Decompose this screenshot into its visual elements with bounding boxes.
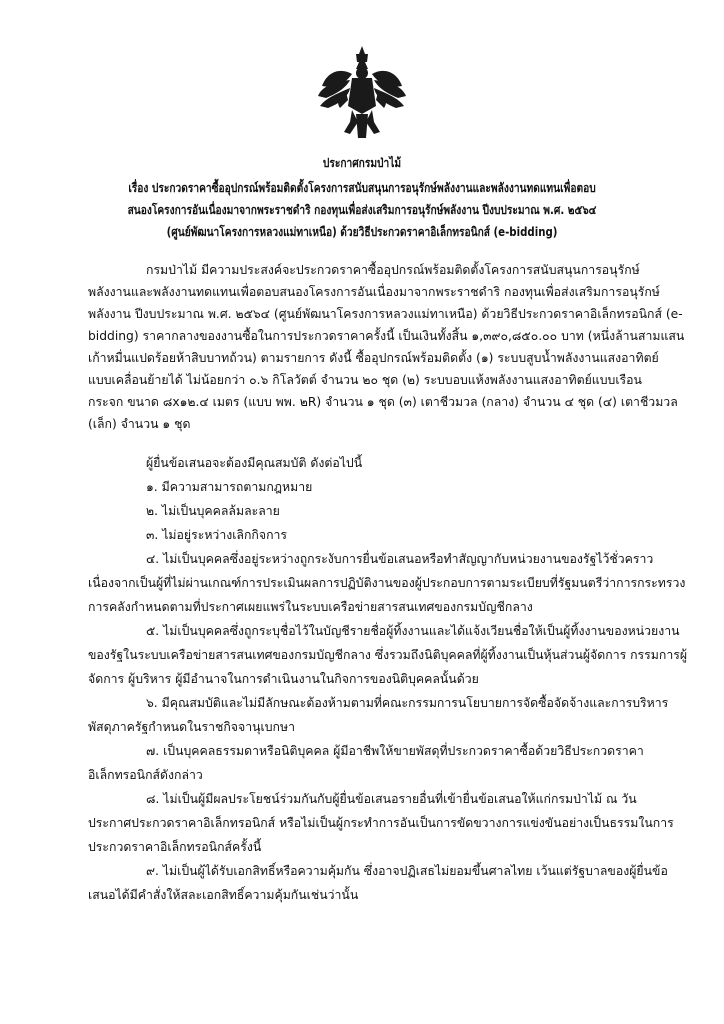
qualification-item: การคลังกำหนดตามที่ประกาศเผยแพร่ในระบบเครือข่ายสารสนเทศของกรมบัญชีกลาง — [88, 600, 533, 614]
qualifications-heading: ผู้ยื่นข้อเสนอจะต้องมีคุณสมบัติ ดังต่อไปนี้ — [146, 456, 363, 470]
intro-line: กระจก ขนาด ๘x๑๒.๔ เมตร (แบบ พพ. ๒R) จำนวน ๑ ชุด (๓) เตาชีวมวล (กลาง) จำนวน ๔ ชุด (๔) เตาชีวมวล — [88, 395, 678, 409]
subject-line: (ศูนย์พัฒนาโครงการหลวงแม่ทาเหนือ) ด้วยวิธีประกวดราคาอิเล็กทรอนิกส์ (e-bidding) — [166, 225, 558, 239]
qualification-item: ของรัฐในระบบเครือข่ายสารสนเทศของกรมบัญชีกลาง ซึ่งรวมถึงนิติบุคคลที่ผู้ทิ้งงานเป็นหุ้นส่วนผู้จัดการ กรรมการผู้ — [88, 648, 688, 662]
qualification-item: ๖. มีคุณสมบัติและไม่มีลักษณะต้องห้ามตามที่คณะกรรมการนโยบายการจัดซื้อจัดจ้างและการบริหาร — [146, 696, 669, 710]
intro-line: พลังงาน ปีงบประมาณ พ.ศ. ๒๕๖๔ (ศูนย์พัฒนาโครงการหลวงแม่ทาเหนือ) ด้วยวิธีประกวดราคาอิเล็กทรอนิกส์ (e- — [88, 307, 683, 321]
qualification-item: ๙. ไม่เป็นผู้ได้รับเอกสิทธิ์หรือความคุ้มกัน ซึ่งอาจปฏิเสธไม่ยอมขึ้นศาลไทย เว้นแต่รัฐบาลของผู้ยื่นข้อ — [146, 864, 668, 878]
garuda-emblem-icon — [312, 42, 412, 142]
qualification-item: ประกาศประกวดราคาอิเล็กทรอนิกส์ หรือไม่เป็นผู้กระทำการอันเป็นการขัดขวางการแข่งขันอย่างเป็นธรรมในการ — [88, 816, 674, 830]
intro-line: เก้าหมื่นแปดร้อยห้าสิบบาทถ้วน) ตามรายการ ดังนี้ ซื้ออุปกรณ์พร้อมติดตั้ง (๑) ระบบสูบน้ำพลังงานแสงอาทิตย์ — [88, 351, 659, 365]
qualification-item: พัสดุภาครัฐกำหนดในราชกิจจานุเบกษา — [88, 720, 295, 734]
qualification-item: จัดการ ผู้บริหาร ผู้มีอำนาจในการดำเนินงานในกิจการของนิติบุคคลนั้นด้วย — [88, 672, 479, 686]
qualification-item: ประกวดราคาอิเล็กทรอนิกส์ครั้งนี้ — [88, 840, 262, 854]
intro-line: แบบเคลื่อนย้ายได้ ไม่น้อยกว่า ๐.๖ กิโลวัตต์ จำนวน ๒๐ ชุด (๒) ระบบอบแห้งพลังงานแสงอาทิตย์แบบเรือน — [88, 373, 642, 387]
agency-title: ประกาศกรมป่าไม้ — [322, 156, 402, 170]
qualification-item: ๑. มีความสามารถตามกฎหมาย — [146, 480, 313, 494]
intro-line: (เล็ก) จำนวน ๑ ชุด — [88, 417, 191, 431]
qualification-item: ๗. เป็นบุคคลธรรมดาหรือนิติบุคคล ผู้มีอาชีพให้ขายพัสดุที่ประกวดราคาซื้อด้วยวิธีประกวดราคา — [146, 744, 644, 758]
intro-line: bidding) ราคากลางของงานซื้อในการประกวดราคาครั้งนี้ เป็นเงินทั้งสิ้น ๑,๓๙๐,๘๕๐.๐๐ บาท (หนึ่งล้านสามแสน — [88, 329, 685, 343]
qualification-item: อิเล็กทรอนิกส์ดังกล่าว — [88, 768, 203, 782]
qualification-item: ๒. ไม่เป็นบุคคลล้มละลาย — [146, 504, 280, 518]
intro-line: พลังงานและพลังงานทดแทนเพื่อตอบสนองโครงการอันเนื่องมาจากพระราชดำริ กองทุนเพื่อส่งเสริมการอนุรักษ์ — [88, 285, 660, 299]
subject-line: สนองโครงการอันเนื่องมาจากพระราชดำริ กองทุนเพื่อส่งเสริมการอนุรักษ์พลังงาน ปีงบประมาณ พ.ศ. ๒๕๖๔ — [127, 203, 597, 217]
qualification-item: เนื่องจากเป็นผู้ที่ไม่ผ่านเกณฑ์การประเมินผลการปฏิบัติงานของผู้ประกอบการตามระเบียบที่รัฐมนตรีว่าการกระทรวง — [88, 576, 686, 590]
qualification-item: ๓. ไม่อยู่ระหว่างเลิกกิจการ — [146, 528, 288, 542]
subject-line: เรื่อง ประกวดราคาซื้ออุปกรณ์พร้อมติดตั้งโครงการสนับสนุนการอนุรักษ์พลังงานและพลังงานทดแทนเพื่อตอบ — [128, 181, 596, 195]
qualification-item: ๕. ไม่เป็นบุคคลซึ่งถูกระบุชื่อไว้ในบัญชีรายชื่อผู้ทิ้งงานและได้แจ้งเวียนชื่อให้เป็นผู้ทิ้งงานของหน่วยงาน — [146, 624, 680, 638]
qualification-item: เสนอได้มีคำสั่งให้สละเอกสิทธิ์ความคุ้มกันเช่นว่านั้น — [88, 888, 359, 902]
qualification-item: ๘. ไม่เป็นผู้มีผลประโยชน์ร่วมกันกับผู้ยื่นข้อเสนอรายอื่นที่เข้ายื่นข้อเสนอให้แก่กรมป่าไม้ ณ วัน — [146, 792, 637, 806]
intro-line: กรมป่าไม้ มีความประสงค์จะประกวดราคาซื้ออุปกรณ์พร้อมติดตั้งโครงการสนับสนุนการอนุรักษ์ — [146, 263, 640, 277]
qualification-item: ๔. ไม่เป็นบุคคลซึ่งอยู่ระหว่างถูกระงับการยื่นข้อเสนอหรือทำสัญญากับหน่วยงานของรัฐไว้ชั่วคราว — [146, 552, 654, 566]
